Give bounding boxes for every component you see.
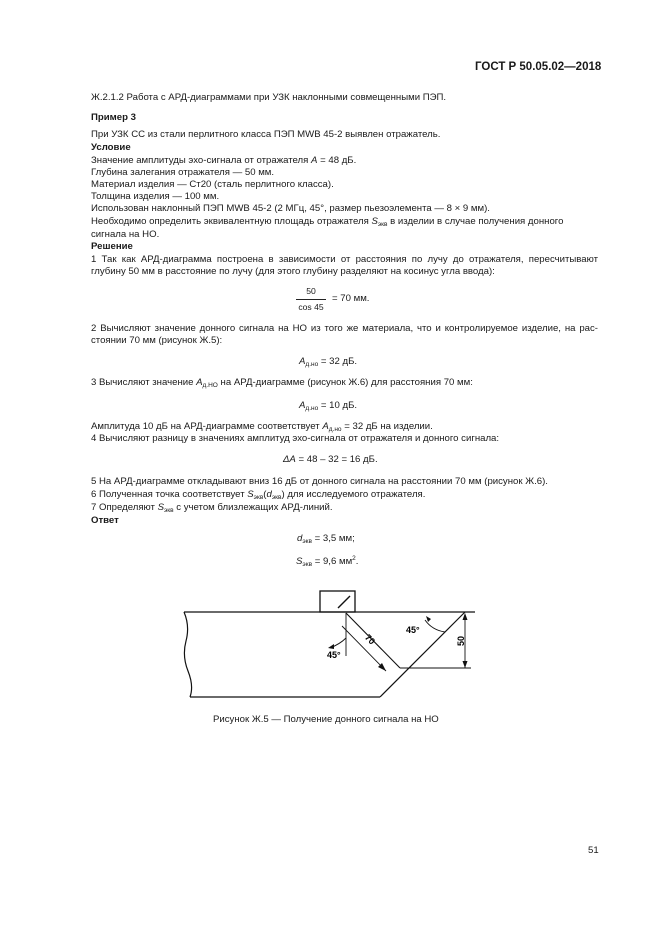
step-2-line-2: стоянии 70 мм (рисунок Ж.5): <box>91 335 223 346</box>
block-slanted-side <box>380 612 465 697</box>
example-heading: Пример 3 <box>91 112 136 123</box>
step-1-line-1: 1 Так как АРД-диаграмма построена в зависимости от расстояния по лучу до отражателя, пересчитывают <box>91 254 598 265</box>
block-break-line <box>184 612 192 697</box>
angle-arrow-left-icon <box>328 644 334 649</box>
step-1-line-2: глубину 50 мм в расстояние по лучу (для этого глубину разделяют на косинус угла ввода): <box>91 266 495 277</box>
formula-1-result: = 70 мм. <box>332 293 370 304</box>
condition-line-1: Значение амплитуды эхо-сигнала от отражателя А = 48 дБ. <box>91 155 357 166</box>
step-4: 4 Вычисляют разницу в значениях амплитуд эхо-сигнала от отражателя и донного сигнала: <box>91 433 500 444</box>
answer-heading: Ответ <box>91 515 119 526</box>
amplitude-note: Амплитуда 10 дБ на АРД-диаграмме соответствует $А_{д.но} = 32$ дБ на изделии. <box>91 421 433 433</box>
formula-4: ΔА = 48 – 32 = 16 дБ. <box>283 454 378 465</box>
solution-heading: Решение <box>91 241 133 252</box>
condition-line-2: Глубина залегания отражателя — 50 мм. <box>91 167 275 178</box>
condition-line-3: Материал изделия — Ст20 (сталь перлитного класса). <box>91 179 334 190</box>
condition-line-4: Толщина изделия — 100 мм. <box>91 191 220 202</box>
document-id: ГОСТ Р 50.05.02—2018 <box>475 61 602 73</box>
condition-line-6: Необходимо определить эквивалентную площадь отражателя $S_{экв}$ в изделии в случае получения донного <box>91 216 564 228</box>
step-2-line-1: 2 Вычисляют значение донного сигнала на НО из того же материала, что и контролируемое изделие, на рас- <box>91 323 598 334</box>
step-5: 5 На АРД-диаграмме откладывают вниз 16 дБ от донного сигнала на расстоянии 70 мм (рисунок Ж.6). <box>91 476 548 487</box>
angle-arrow-top-icon <box>426 616 431 622</box>
condition-line-5: Использован наклонный ПЭП MWB 45-2 (2 МГц, 45°, размер пьезоэлемента — 8 × 9 мм). <box>91 203 490 214</box>
formula-1-fraction-bar <box>296 299 326 300</box>
formula-1-denominator: cos 45 <box>298 302 324 312</box>
example-intro: При УЗК СС из стали перлитного класса ПЭП MWB 45-2 выявлен отражатель. <box>91 129 441 140</box>
depth-label: 50 <box>456 635 466 646</box>
step-7: 7 Определяют $S_{экв}$ с учетом близлежащих АРД-линий. <box>91 502 333 514</box>
condition-heading: Условие <box>91 142 131 153</box>
probe-body <box>320 591 355 612</box>
formula-1-numerator: 50 <box>306 286 316 296</box>
section-heading: Ж.2.1.2 Работа с АРД-диаграммами при УЗК наклонными совмещенными ПЭП. <box>91 92 447 103</box>
angle-label-left: 45° <box>327 650 341 660</box>
probe-crystal <box>338 596 350 608</box>
formula-3: $А_{д.но} = 10$ дБ. <box>299 400 358 412</box>
figure-caption: Рисунок Ж.5 — Получение донного сигнала на НО <box>213 714 439 725</box>
angle-label-top: 45° <box>406 625 420 635</box>
step-3: 3 Вычисляют значение $А_{д.НО}$ на АРД-диаграмме (рисунок Ж.6) для расстояния 70 мм: <box>91 377 473 389</box>
step-6: 6 Полученная точка соответствует $S_{экв}(d_{экв})$ для исследуемого отражателя. <box>91 489 426 501</box>
depth-arrow-bottom-icon <box>463 661 468 668</box>
path-length-label: 70 <box>362 632 378 647</box>
condition-line-7: сигнала на НО. <box>91 229 160 240</box>
answer-2: $S_{экв} = 9,6$ $мм^2$. <box>296 555 359 568</box>
page-number: 51 <box>588 845 599 856</box>
formula-2: $А_{д.но} = 32$ дБ. <box>299 356 358 368</box>
answer-1: $d_{экв} = 3,5$ мм; <box>297 533 355 545</box>
reference-block-figure <box>170 586 480 701</box>
path-dimension-line <box>342 626 386 671</box>
